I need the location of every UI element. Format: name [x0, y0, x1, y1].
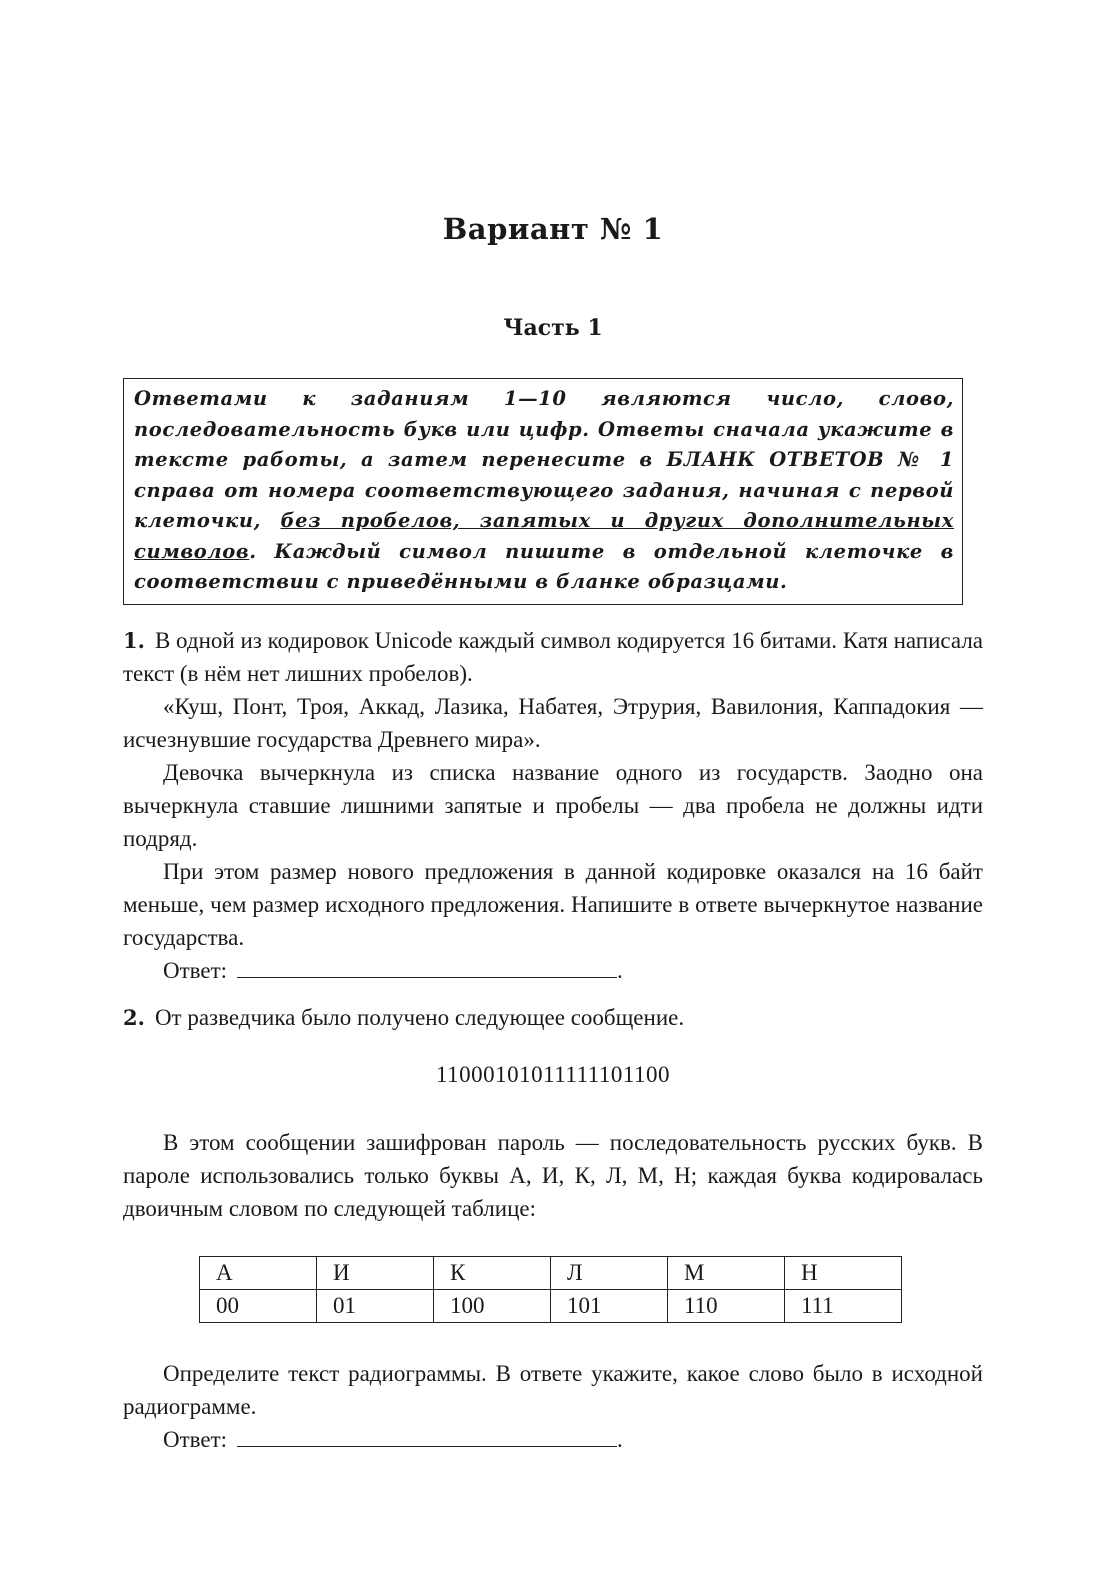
code-table-letters-row [200, 1257, 902, 1290]
code-table [199, 1256, 902, 1323]
binary-message: 11000101011111101100 [435, 1062, 671, 1087]
task-2-answer-blank[interactable] [237, 1424, 617, 1447]
task-1-answer-end: . [617, 958, 623, 983]
task-1-paragraph-4: При этом размер нового предложения в данной кодировке оказался на 16 байт меньше, чем размер исходного предложения. Напишите в ответе вычеркнутое название государства. [123, 859, 983, 950]
task-2-answer-line [123, 1423, 983, 1456]
task-2-paragraph-2: Определите текст радиограммы. В ответе укажите, какое слово было в исходной радиограмме. [123, 1361, 983, 1419]
task-2-paragraph-intro [123, 1001, 983, 1034]
variant-title: Вариант № 1 [442, 212, 664, 246]
code-cell: 111 [785, 1290, 902, 1323]
instructions-box [123, 378, 963, 605]
code-cell: 110 [668, 1290, 785, 1323]
code-cell: 100 [434, 1290, 551, 1323]
task-1-answer-label: Ответ: [163, 958, 228, 983]
task-1-number: 1. [123, 628, 145, 653]
letter-cell: Н [785, 1257, 902, 1290]
letter-cell: М [668, 1257, 785, 1290]
task-1-answer-line [123, 954, 983, 987]
task-1-text-1: В одной из кодировок Unicode каждый символ кодируется 16 битами. Катя написала текст (в нём нет лишних пробелов). [123, 628, 983, 686]
instructions-text-after: . Каждый символ пишите в отдельной клеточке в соответствии с приведёнными в бланке образцами. [134, 539, 954, 593]
task-2-answer-label: Ответ: [163, 1427, 228, 1452]
letter-cell: К [434, 1257, 551, 1290]
task-2-answer-end: . [617, 1427, 623, 1452]
task-2-intro-block [123, 1001, 983, 1034]
task-2-intro: От разведчика было получено следующее сообщение. [154, 1005, 685, 1030]
part-title: Часть 1 [503, 315, 603, 341]
task-2-number: 2. [123, 1005, 145, 1030]
task-2-question [123, 1357, 983, 1456]
letter-cell: И [317, 1257, 434, 1290]
task-2-paragraph-1: В этом сообщении зашифрован пароль — последовательность русских букв. В пароле использовались только буквы А, И, К, Л, М, Н; каждая буква кодировалась двоичным словом по следующей таблице: [123, 1130, 983, 1221]
instructions-underlined-text: без пробелов, запятых и других дополнительных символов [134, 509, 954, 563]
task-1 [123, 624, 983, 987]
task-1-paragraph-3: Девочка вычеркнула из списка название одного из государств. Заодно она вычеркнула ставшие лишними запятые и пробелы — два пробела не должны идти подряд. [123, 760, 983, 851]
task-1-paragraph-2: «Куш, Понт, Троя, Аккад, Лазика, Набатея, Этрурия, Вавилония, Каппадокия — исчезнувшие государства Древнего мира». [123, 694, 983, 752]
letter-cell: А [200, 1257, 317, 1290]
code-cell: 01 [317, 1290, 434, 1323]
letter-cell: Л [551, 1257, 668, 1290]
code-cell: 00 [200, 1290, 317, 1323]
code-cell: 101 [551, 1290, 668, 1323]
task-1-answer-blank[interactable] [237, 955, 617, 978]
instructions-text-before: Ответами к заданиям 1—10 являются число, слово, последовательность букв или цифр. Ответы сначала укажите в тексте работы, а затем перенесите в БЛАНК ОТВЕТОВ № 1 справа от номера соответствующего задания, начиная с первой клеточки, [134, 387, 954, 532]
code-table-codes-row [200, 1290, 902, 1323]
task-2-description [123, 1126, 983, 1225]
task-1-paragraph-1 [123, 624, 983, 690]
